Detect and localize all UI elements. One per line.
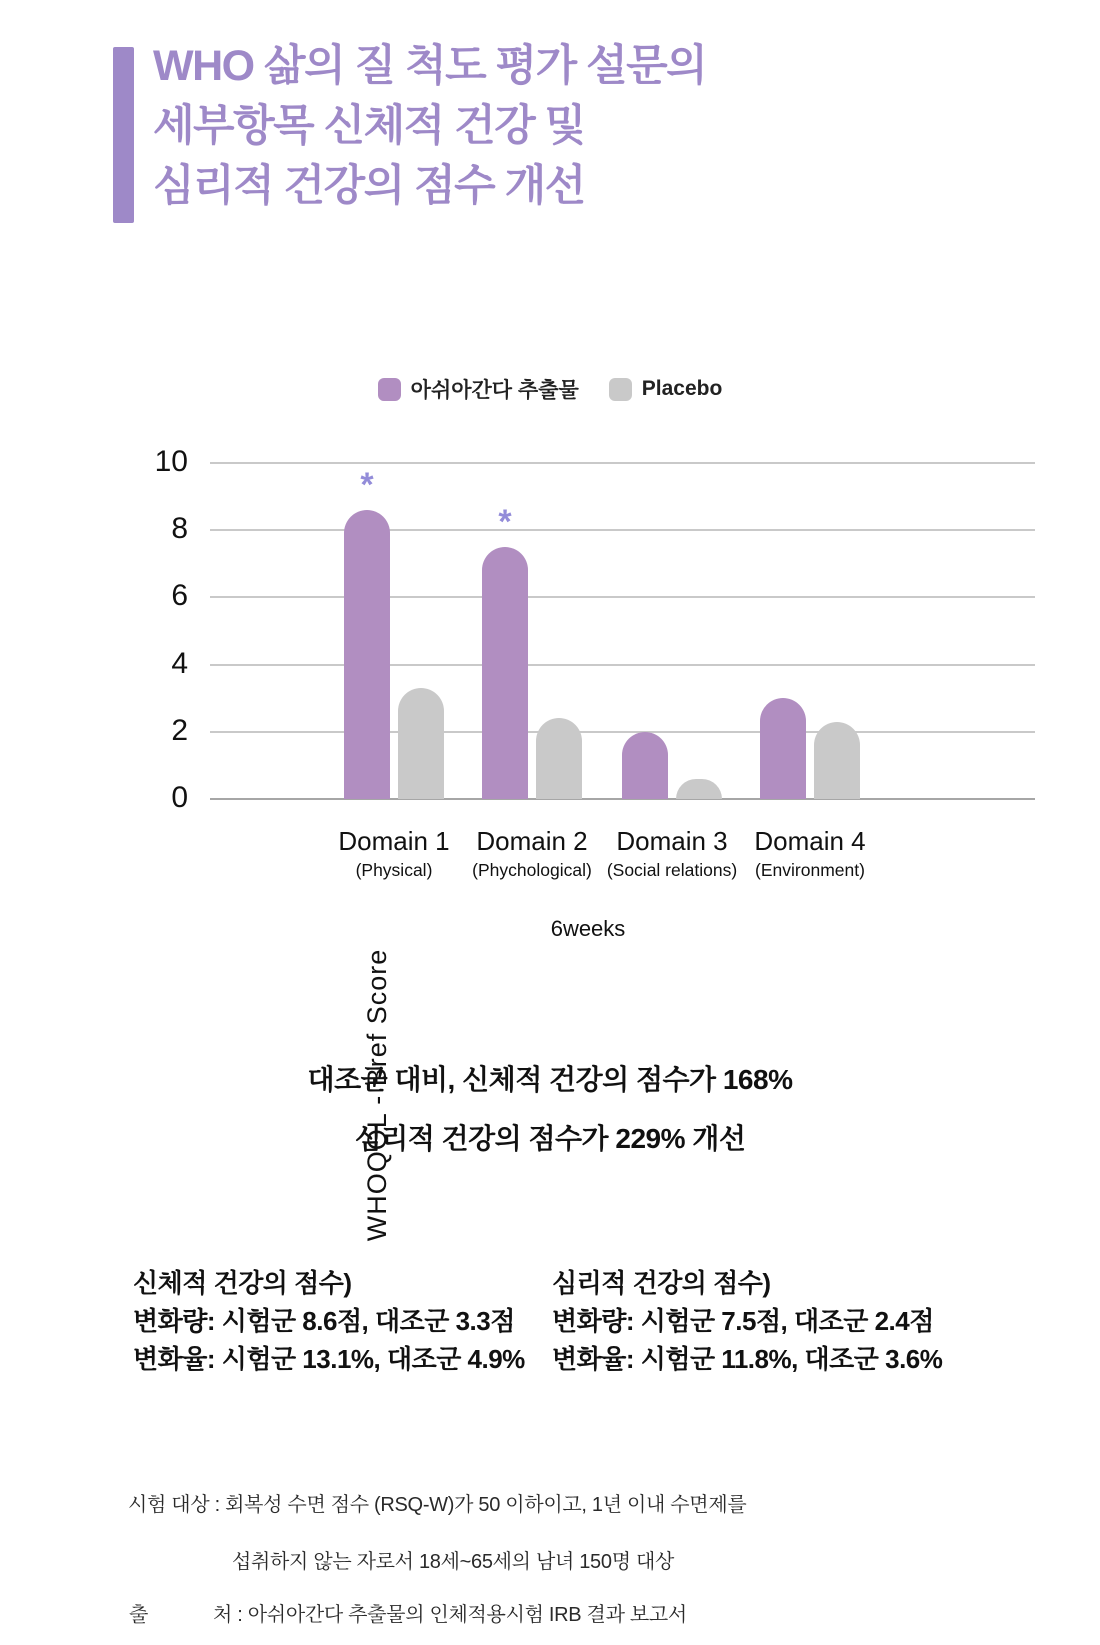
legend-swatch-placebo — [609, 378, 632, 401]
page-title — [153, 36, 706, 216]
psychological-score-details — [552, 1264, 942, 1378]
page-title-line-2: 세부항목 신체적 건강 및 — [153, 102, 585, 150]
title-accent-bar — [113, 47, 134, 223]
y-tick-label-2: 2 — [171, 713, 188, 747]
significance-asterisk-domain-2: * — [498, 503, 512, 541]
significance-asterisk-domain-1: * — [360, 466, 374, 505]
x-axis-title: 6weeks — [550, 916, 626, 941]
y-axis-title: WHOQOL - Bref Score — [362, 948, 392, 1242]
bar-treatment-domain-1 — [344, 510, 390, 799]
gridline-4 — [210, 664, 1035, 666]
psychological-score-change: 변화량: 시험군 7.5점, 대조군 2.4점 — [552, 1306, 934, 1336]
bar-treatment-domain-2 — [482, 547, 528, 799]
x-sublabel-domain-1: (Physical) — [355, 860, 433, 880]
bar-treatment-domain-3 — [622, 732, 668, 799]
y-tick-label-0: 0 — [171, 781, 188, 814]
legend-item-treatment — [378, 374, 579, 404]
footnote-subjects-line-2: 섭취하지 않는 자로서 18세~65세의 남녀 150명 대상 — [232, 1551, 675, 1573]
y-tick-label-10: 10 — [154, 445, 188, 478]
summary-statement-2: 심리적 건강의 점수가 229% 개선 — [354, 1123, 746, 1154]
bar-placebo-domain-4 — [814, 722, 860, 799]
gridline-2 — [210, 731, 1035, 733]
physical-score-details — [133, 1264, 525, 1378]
bar-placebo-domain-1 — [398, 688, 444, 799]
x-label-domain-4: Domain 4 — [754, 826, 866, 856]
x-label-domain-3: Domain 3 — [616, 826, 728, 856]
x-label-domain-1: Domain 1 — [338, 826, 450, 856]
psychological-score-rate: 변화율: 시험군 11.8%, 대조군 3.6% — [552, 1344, 943, 1374]
bar-placebo-domain-3 — [676, 779, 722, 799]
page-title-line-1: WHO 삶의 질 척도 평가 설문의 — [153, 42, 707, 90]
legend-label-placebo: Placebo — [641, 377, 723, 400]
physical-score-heading: 신체적 건강의 점수) — [133, 1268, 352, 1298]
psychological-score-heading: 심리적 건강의 점수) — [552, 1268, 771, 1298]
footnote-source-prefix: 출 — [129, 1604, 149, 1626]
chart-legend — [0, 374, 1100, 404]
x-sublabel-domain-4: (Environment) — [755, 860, 865, 880]
y-tick-label-4: 4 — [171, 646, 188, 680]
footnote-subjects-line-1: 시험 대상 : 회복성 수면 점수 (RSQ-W)가 50 이하이고, 1년 이내 수면제를 — [128, 1494, 747, 1516]
y-tick-label-8: 8 — [171, 512, 188, 546]
footnote-source-text: 처 : 아쉬아간다 추출물의 인체적용시험 IRB 결과 보고서 — [213, 1604, 687, 1626]
y-tick-label-6: 6 — [171, 579, 188, 613]
bar-treatment-domain-4 — [760, 698, 806, 799]
legend-label-treatment: 아쉬아간다 추출물 — [410, 379, 579, 402]
physical-score-change: 변화량: 시험군 8.6점, 대조군 3.3점 — [133, 1306, 515, 1336]
gridline-6 — [210, 596, 1035, 598]
summary-statement-1: 대조군 대비, 신체적 건강의 점수가 168% — [307, 1064, 793, 1095]
page-title-line-3: 심리적 건강의 점수 개선 — [153, 162, 585, 210]
legend-swatch-treatment — [378, 378, 401, 401]
physical-score-rate: 변화율: 시험군 13.1%, 대조군 4.9% — [133, 1344, 525, 1374]
gridline-10 — [210, 462, 1035, 464]
x-sublabel-domain-2: (Phychological) — [472, 860, 592, 880]
x-label-domain-2: Domain 2 — [476, 826, 588, 856]
x-sublabel-domain-3: (Social relations) — [606, 860, 738, 880]
legend-item-placebo — [609, 377, 723, 401]
bar-placebo-domain-2 — [536, 718, 582, 799]
gridline-8 — [210, 529, 1035, 531]
